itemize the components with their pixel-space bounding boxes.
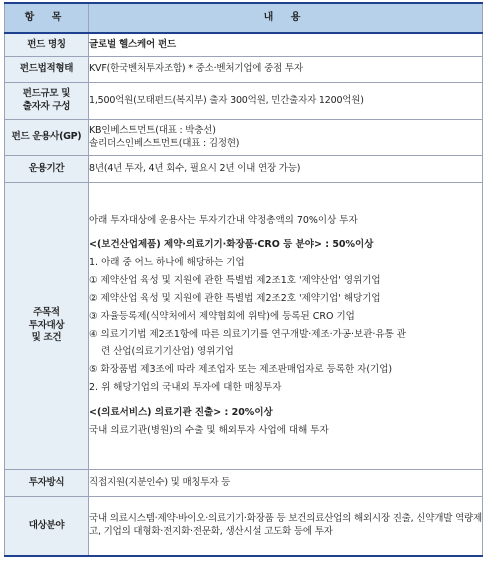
fund-size-label-line1: 펀드규모 및 xyxy=(22,88,71,100)
table-row-period xyxy=(5,156,483,183)
section1-sub3: ③ 자율등록제(식약처에서 제약협회에 위탁)에 등록된 CRO 기업 xyxy=(89,310,355,322)
main-target-label xyxy=(5,183,89,470)
main-target-label-line2: 투자대상 xyxy=(28,319,65,331)
section1-sub1: ① 제약산업 육성 및 지원에 관한 특별법 제2조1호 '제약산업' 영위기업 xyxy=(89,275,381,287)
table-row-legal-form xyxy=(5,57,483,83)
fund-spec-table-wrapper xyxy=(4,2,482,557)
main-target-content xyxy=(89,183,483,470)
fund-size-label-line2: 출자자 구성 xyxy=(22,101,71,112)
period-label: 운용기간 xyxy=(5,156,89,183)
main-target-label-line3: 및 조건 xyxy=(31,332,62,344)
fund-size-value: 1,500억원(모태펀드(복지부) 출자 300억원, 민간출자자 1200억원) xyxy=(89,83,483,120)
fund-name-label: 펀드 명칭 xyxy=(5,33,89,57)
method-label: 투자방식 xyxy=(5,470,89,497)
section2-text: 국내 의료기관(병원)의 수출 및 해외투자 사업에 대해 투자 xyxy=(89,424,329,436)
section1-title: <(보건산업제품) 제약·의료기기·화장품·CRO 등 분야> : 50%이상 xyxy=(89,239,374,251)
section1-sub4-line2: 련 산업(의료기기산업) 영위기업 xyxy=(101,346,234,358)
field-label: 대상분야 xyxy=(5,497,89,557)
table-row-main-target xyxy=(5,183,483,470)
section2-title: <(의료서비스) 의료기관 진출> : 20%이상 xyxy=(89,406,273,418)
section1-item2: 2. 위 해당기업의 국내외 투자에 대한 매칭투자 xyxy=(89,381,282,393)
fund-spec-table xyxy=(4,2,483,557)
legal-form-label: 펀드법적형태 xyxy=(5,57,89,83)
main-target-intro: 아래 투자대상에 운용사는 투자기간내 약정총액의 70%이상 투자 xyxy=(89,214,358,226)
section1-sub5: ⑤ 화장품법 제3조에 따라 제조업자 또는 제조판매업자로 등록한 자(기업) xyxy=(89,364,393,376)
fund-size-label xyxy=(5,83,89,120)
gp-line-2: 솔리더스인베스트먼트(대표 : 김정현) xyxy=(89,137,240,149)
section1-item1: 1. 아래 중 어느 하나에 해당하는 기업 xyxy=(89,257,245,269)
table-header-row xyxy=(5,3,483,33)
table-row-fund-size xyxy=(5,83,483,120)
gp-value xyxy=(89,120,483,156)
table-row-field xyxy=(5,497,483,557)
table-row-method xyxy=(5,470,483,497)
table-row-gp xyxy=(5,120,483,156)
legal-form-value: KVF(한국벤처투자조합) * 중소·벤처기업에 중점 투자 xyxy=(89,57,483,83)
main-target-label-line1: 주목적 xyxy=(33,306,60,318)
gp-label: 펀드 운용사(GP) xyxy=(5,120,89,156)
section1-sub2: ② 제약산업 육성 및 지원에 관한 특별법 제2조2호 '제약기업' 해당기업 xyxy=(89,292,381,304)
method-value: 직접지원(지분인수) 및 매칭투자 등 xyxy=(89,470,483,497)
table-row-fund-name xyxy=(5,33,483,57)
field-value: 국내 의료시스템·제약·바이오·의료기기·화장품 등 보건의료산업의 해외시장 진출, 신약개발 역량제고, 기업의 대형화·전지화·전문화, 생산시설 고도화 등에 투자 xyxy=(89,497,483,557)
period-value: 8년(4년 투자, 4년 회수, 필요시 2년 이내 연장 가능) xyxy=(89,156,483,183)
fund-name-value: 글로벌 헬스케어 펀드 xyxy=(89,33,483,57)
section1-sub4-line1: ④ 의료기기법 제2조1항에 따른 의료기기를 연구개발·제조·가공·보관·유통 관 xyxy=(89,328,406,340)
gp-line-1: KB인베스트먼트(대표 : 박충선) xyxy=(89,124,216,136)
header-content-column: 내 용 xyxy=(89,3,483,33)
header-item-column: 항 목 xyxy=(5,3,89,33)
